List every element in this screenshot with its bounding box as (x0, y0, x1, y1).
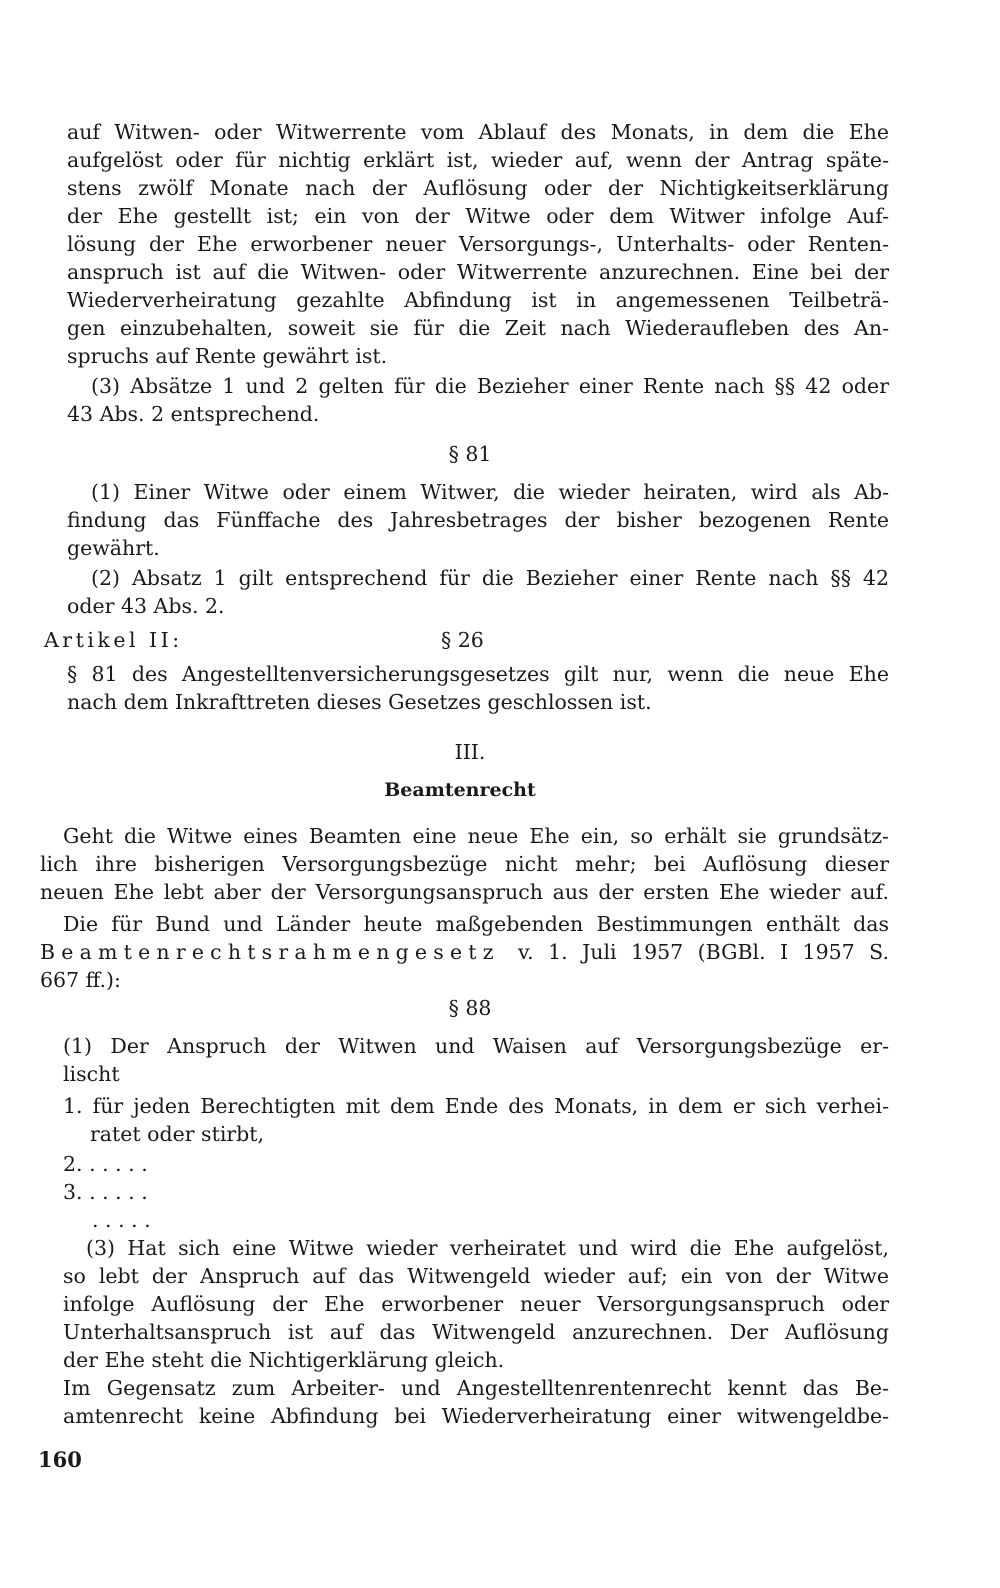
list-item-2: 2. . . . . . (63, 1152, 148, 1176)
text-line: (1) Einer Witwe oder einem Witwer, die wieder heiraten, wird als Ab- (91, 480, 889, 504)
text-line: (1) Der Anspruch der Witwen und Waisen auf Versorgungsbezüge er- (63, 1034, 889, 1058)
text-line: Geht die Witwe eines Beamten eine neue Ehe ein, so erhält sie grundsätz- (63, 824, 889, 848)
section-heading-88: § 88 (448, 996, 492, 1020)
text-line: § 81 des Angestelltenversicherungsgesetzes gilt nur, wenn die neue Ehe (67, 662, 889, 686)
text-line: lösung der Ehe erworbener neuer Versorgungs-, Unterhalts- oder Renten- (67, 232, 889, 256)
text-line: anspruch ist auf die Witwen- oder Witwerrente anzurechnen. Eine bei der (67, 260, 889, 284)
text-line: so lebt der Anspruch auf das Witwengeld wieder auf; ein von der Witwe (63, 1264, 889, 1288)
section-heading-81: § 81 (448, 442, 492, 466)
text-line: spruchs auf Rente gewährt ist. (67, 344, 388, 368)
text-line: Im Gegensatz zum Arbeiter- und Angestelltenrentenrecht kennt das Be- (63, 1376, 889, 1400)
text-line: oder 43 Abs. 2. (67, 594, 225, 618)
list-item-3: 3. . . . . . (63, 1180, 148, 1204)
text-line: der Ehe gestellt ist; ein von der Witwe oder dem Witwer infolge Auf- (67, 204, 889, 228)
list-ellipsis: . . . . . (92, 1208, 151, 1232)
law-name-spaced: Beamtenrechtsrahmengesetz (40, 940, 500, 964)
part-numeral: III. (454, 740, 486, 764)
text-line: der Ehe steht die Nichtigerklärung gleich. (63, 1348, 505, 1372)
text-line: (3) Absätze 1 und 2 gelten für die Bezieher einer Rente nach §§ 42 oder (91, 374, 889, 398)
text-line: gewährt. (67, 536, 160, 560)
text-line: gen einzubehalten, soweit sie für die Zeit nach Wiederaufleben des An- (67, 316, 889, 340)
text-line: Unterhaltsanspruch ist auf das Witwengeld anzurechnen. Der Auflösung (63, 1320, 889, 1344)
text-line: ratet oder stirbt, (90, 1122, 265, 1146)
text-line: Die für Bund und Länder heute maßgebenden Bestimmungen enthält das (63, 912, 889, 936)
text-line: (2) Absatz 1 gilt entsprechend für die Bezieher einer Rente nach §§ 42 (91, 566, 889, 590)
text-line: lischt (63, 1062, 120, 1086)
text-line: findung das Fünffache des Jahresbetrages der bisher bezogenen Rente (67, 508, 889, 532)
artikel-label: Artikel II: (44, 628, 183, 652)
text-line: infolge Auflösung der Ehe erworbener neuer Versorgungsanspruch oder (63, 1292, 889, 1316)
text-line: v. 1. Juli 1957 (BGBl. I 1957 S. (518, 940, 889, 964)
text-line: stens zwölf Monate nach der Auflösung oder der Nichtigkeitserklärung (67, 176, 889, 200)
text-line: 667 ff.): (40, 968, 121, 992)
text-line: auf Witwen- oder Witwerrente vom Ablauf des Monats, in dem die Ehe (67, 120, 889, 144)
text-line: nach dem Inkrafttreten dieses Gesetzes geschlossen ist. (67, 690, 652, 714)
text-line: neuen Ehe lebt aber der Versorgungsanspruch aus der ersten Ehe wieder auf. (40, 880, 889, 904)
text-line: aufgelöst oder für nichtig erklärt ist, wieder auf, wenn der Antrag späte- (67, 148, 889, 172)
artikel-section: § 26 (441, 628, 484, 652)
text-line: (3) Hat sich eine Witwe wieder verheiratet und wird die Ehe aufgelöst, (86, 1236, 889, 1260)
page-number: 160 (38, 1447, 82, 1472)
text-line: 1. für jeden Berechtigten mit dem Ende des Monats, in dem er sich verhei- (63, 1094, 889, 1118)
text-line: Wiederverheiratung gezahlte Abfindung ist in angemessenen Teilbeträ- (67, 288, 889, 312)
text-line: amtenrecht keine Abfindung bei Wiederverheiratung einer witwengeldbe- (63, 1404, 889, 1428)
part-title: Beamtenrecht (384, 779, 536, 801)
text-line: lich ihre bisherigen Versorgungsbezüge nicht mehr; bei Auflösung dieser (40, 852, 889, 876)
text-line: 43 Abs. 2 entsprechend. (67, 402, 320, 426)
